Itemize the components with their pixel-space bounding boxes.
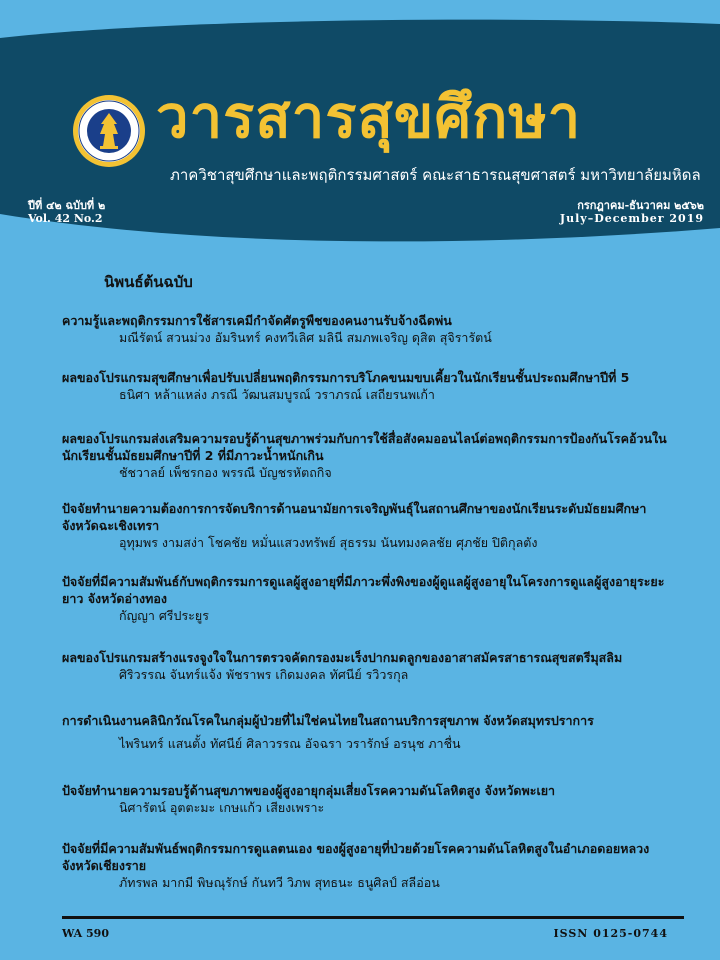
article-entry[interactable] — [62, 500, 682, 551]
issn: ISSN 0125-0744 — [553, 927, 668, 940]
issue-english: Vol. 42 No.2 — [28, 212, 103, 225]
university-seal-icon — [72, 94, 146, 168]
article-authors: ธนิศา หล้าแหล่ง ภรณี วัฒนสมบูรณ์ วราภรณ์ เสถียรนพเก้า — [119, 387, 435, 402]
footer-divider — [62, 916, 684, 919]
period-english: July–December 2019 — [559, 212, 704, 225]
article-title[interactable]: ผลของโปรแกรมสร้างแรงจูงใจในการตรวจคัดกรองมะเร็งปากมดลูกของอาสาสมัครสาธารณสุขสตรีมุสลิม — [62, 650, 623, 665]
article-authors: นิศารัตน์ อุตตะมะ เกษแก้ว เสียงเพราะ — [119, 800, 325, 815]
journal-subtitle: ภาควิชาสุขศึกษาและพฤติกรรมศาสตร์ คณะสาธารณสุขศาสตร์ มหาวิทยาลัยมหิดล — [170, 166, 701, 184]
period-thai: กรกฎาคม-ธันวาคม ๒๕๖๒ — [577, 199, 704, 212]
article-authors: ศิริวรรณ จันทร์แจ้ง พัชราพร เกิดมงคล ทัศนีย์ รวิวรกุล — [119, 667, 409, 682]
classification-code: WA 590 — [62, 927, 109, 940]
header-banner — [0, 0, 720, 260]
article-authors: กัญญา ศรีประยูร — [119, 608, 209, 623]
issue-thai: ปีที่ ๔๒ ฉบับที่ ๒ — [28, 199, 106, 212]
section-heading: นิพนธ์ต้นฉบับ — [104, 273, 193, 291]
article-entry[interactable] — [62, 649, 682, 683]
article-title[interactable]: ผลของโปรแกรมสุขศึกษาเพื่อปรับเปลี่ยนพฤติกรรมการบริโภคขนมขบเคี้ยวในนักเรียนชั้นประถมศึกษาปีที่ 5 — [62, 370, 630, 385]
article-title[interactable]: ปัจจัยที่มีความสัมพันธ์พฤติกรรมการดูแลตนเอง ของผู้สูงอายุที่ป่วยด้วยโรคความดันโลหิตสูงในอำเภอดอยหลวง จังหวัดเชียงราย — [62, 841, 650, 873]
journal-title: วารสารสุขศึกษา — [156, 83, 582, 151]
article-authors: อุทุมพร งามสง่า โชคชัย หมั่นแสวงทรัพย์ สุธรรม นันทมงคลชัย ศุภชัย ปิติกุลตัง — [119, 535, 538, 550]
article-authors: ภัทรพล มากมี พิษณุรักษ์ กันทวี วิภพ สุทธนะ ธนูศิลป์ สลีอ่อน — [119, 875, 440, 890]
article-entry[interactable] — [62, 782, 682, 816]
article-authors: ชัชวาลย์ เพ็ชรกอง พรรณี บัญชรหัตถกิจ — [119, 465, 332, 480]
article-entry[interactable] — [62, 573, 682, 624]
article-entry[interactable] — [62, 840, 682, 891]
article-entry[interactable] — [62, 369, 682, 403]
article-title[interactable]: ความรู้และพฤติกรรมการใช้สารเคมีกำจัดศัตรูพืชของคนงานรับจ้างฉีดพ่น — [62, 313, 452, 328]
article-title[interactable]: การดำเนินงานคลินิกวัณโรคในกลุ่มผู้ป่วยที่ไม่ใช่คนไทยในสถานบริการสุขภาพ จังหวัดสมุทรปราการ — [62, 713, 594, 728]
article-title[interactable]: ปัจจัยทำนายความต้องการการจัดบริการด้านอนามัยการเจริญพันธุ์ในสถานศึกษาของนักเรียนระดับมัธยมศึกษา จังหวัดฉะเชิงเทรา — [62, 501, 647, 533]
article-title[interactable]: ผลของโปรแกรมส่งเสริมความรอบรู้ด้านสุขภาพร่วมกับการใช้สื่อสังคมออนไลน์ต่อพฤติกรรมการป้องกันโรคอ้วนในนักเรียนชั้นมัธยมศึกษาปีที่ 2 ที่มีภาวะน้ำหนักเกิน — [62, 431, 667, 463]
article-title[interactable]: ปัจจัยทำนายความรอบรู้ด้านสุขภาพของผู้สูงอายุกลุ่มเสี่ยงโรคความดันโลหิตสูง จังหวัดพะเยา — [62, 783, 556, 798]
article-authors: ไพรินทร์ แสนตั้ง ทัศนีย์ ศิลาวรรณ อัจฉรา วรารักษ์ อรนุช ภาชื่น — [119, 736, 461, 751]
article-entry[interactable] — [62, 712, 682, 752]
article-entry[interactable] — [62, 312, 682, 346]
article-entry[interactable] — [62, 430, 682, 481]
article-title[interactable]: ปัจจัยที่มีความสัมพันธ์กับพฤติกรรมการดูแลผู้สูงอายุที่มีภาวะพึ่งพิงของผู้ดูแลผู้สูงอายุในโครงการดูแลผู้สูงอายุระยะยาว จังหวัดอ่างทอง — [62, 574, 665, 606]
article-authors: มณีรัตน์ สวนม่วง อัมรินทร์ คงทวีเลิศ มลินี สมภพเจริญ ดุสิต สุจิรารัตน์ — [119, 330, 492, 345]
